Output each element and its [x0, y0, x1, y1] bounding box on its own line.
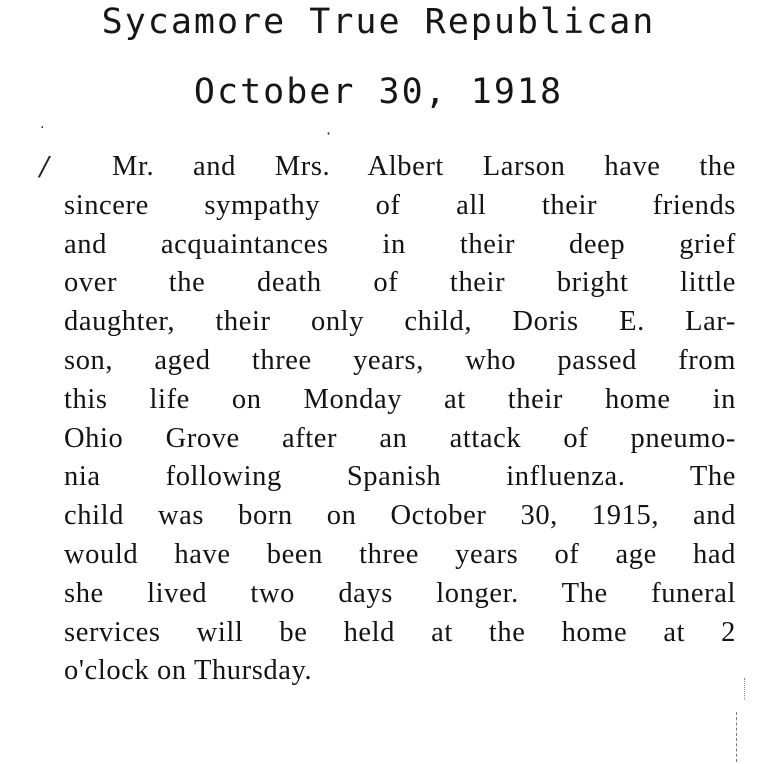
scan-speck: · [40, 120, 45, 136]
paragraph-mark: / [36, 152, 52, 182]
article-line: over the death of their bright little [64, 267, 736, 299]
article-line: Ohio Grove after an attack of pneumo- [64, 422, 736, 454]
article-line: child was born on October 30, 1915, and [64, 500, 736, 532]
article-line: daughter, their only child, Doris E. Lar- [64, 306, 736, 338]
article-line: and acquaintances in their deep grief [64, 228, 736, 260]
publication-title: Sycamore True Republican [101, 2, 656, 42]
article-line: son, aged three years, who passed from [64, 344, 736, 376]
article-line: services will be held at the home at 2 [64, 616, 736, 648]
article-line: o'clock on Thursday. [64, 655, 313, 687]
article-line: she lived two days longer. The funeral [64, 577, 736, 609]
article-line: Mr. and Mrs. Albert Larson have the [112, 151, 736, 182]
scan-speck: · [326, 124, 332, 143]
clipping-edge-rule [736, 712, 738, 762]
publication-date: October 30, 1918 [193, 72, 564, 112]
article-line: nia following Spanish influenza. The [64, 461, 736, 493]
article-line: sincere sympathy of all their friends [64, 189, 736, 221]
obituary-article [64, 148, 736, 691]
article-line: would have been three years of age had [64, 538, 736, 570]
clipping-edge-mark [744, 678, 746, 700]
article-line: this life on Monday at their home in [64, 383, 736, 415]
